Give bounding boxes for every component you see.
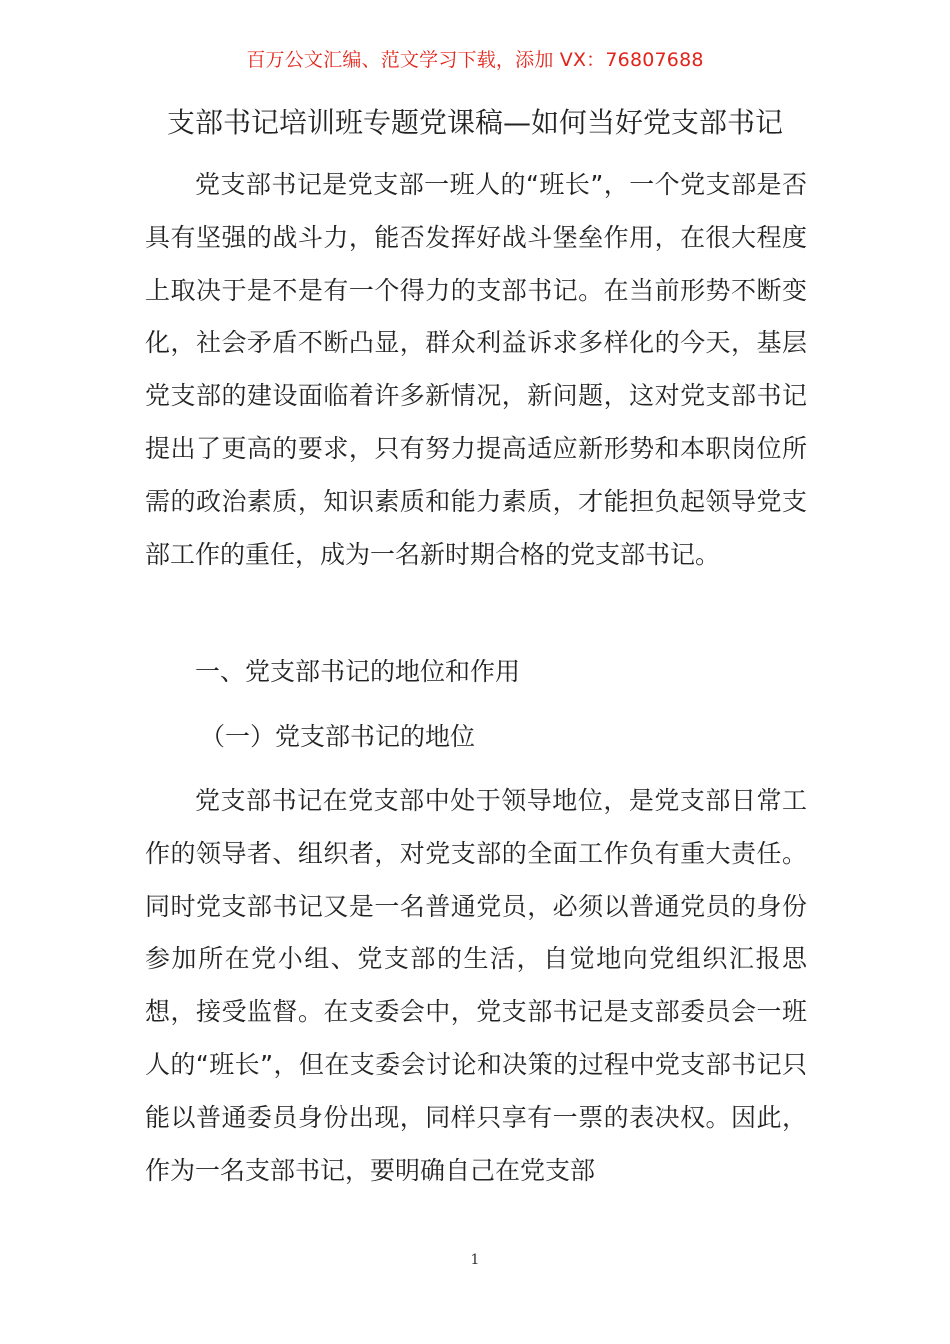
subsection-heading: （一）党支部书记的地位 <box>200 722 476 751</box>
intro-paragraph: 党支部书记是党支部一班人的“班长”，一个党支部是否具有坚强的战斗力，能否发挥好战斗堡垒作用，在很大程度上取决于是不是有一个得力的支部书记。在当前形势不断变化，社会矛盾不断凸显，群众利益诉求多样化的今天，基层党支部的建设面临着许多新情况，新问题，这对党支部书记提出了更高的要求，只有努力提高适应新形势和本职岗位所需的政治素质，知识素质和能力素质，才能担负起领导党支部工作的重任，成为一名新时期合格的党支部书记。 <box>145 170 807 569</box>
section-heading: 一、党支部书记的地位和作用 <box>195 657 521 686</box>
document-title: 支部书记培训班专题党课稿—如何当好党支部书记 <box>166 106 783 139</box>
page-number: 1 <box>470 1252 480 1268</box>
header-contact-note: 百万公文汇编、范文学习下载，添加 VX：76807688 <box>246 49 704 71</box>
body-paragraph: 党支部书记在党支部中处于领导地位，是党支部日常工作的领导者、组织者，对党支部的全面工作负有重大责任。同时党支部书记又是一名普通党员，必须以普通党员的身份参加所在党小组、党支部的生活，自觉地向党组织汇报思想，接受监督。在支委会中，党支部书记是支部委员会一班人的“班长”，但在支委会讨论和决策的过程中党支部书记只能以普通委员身份出现，同样只享有一票的表决权。因此，作为一名支部书记，要明确自己在党支部 <box>145 786 807 1185</box>
